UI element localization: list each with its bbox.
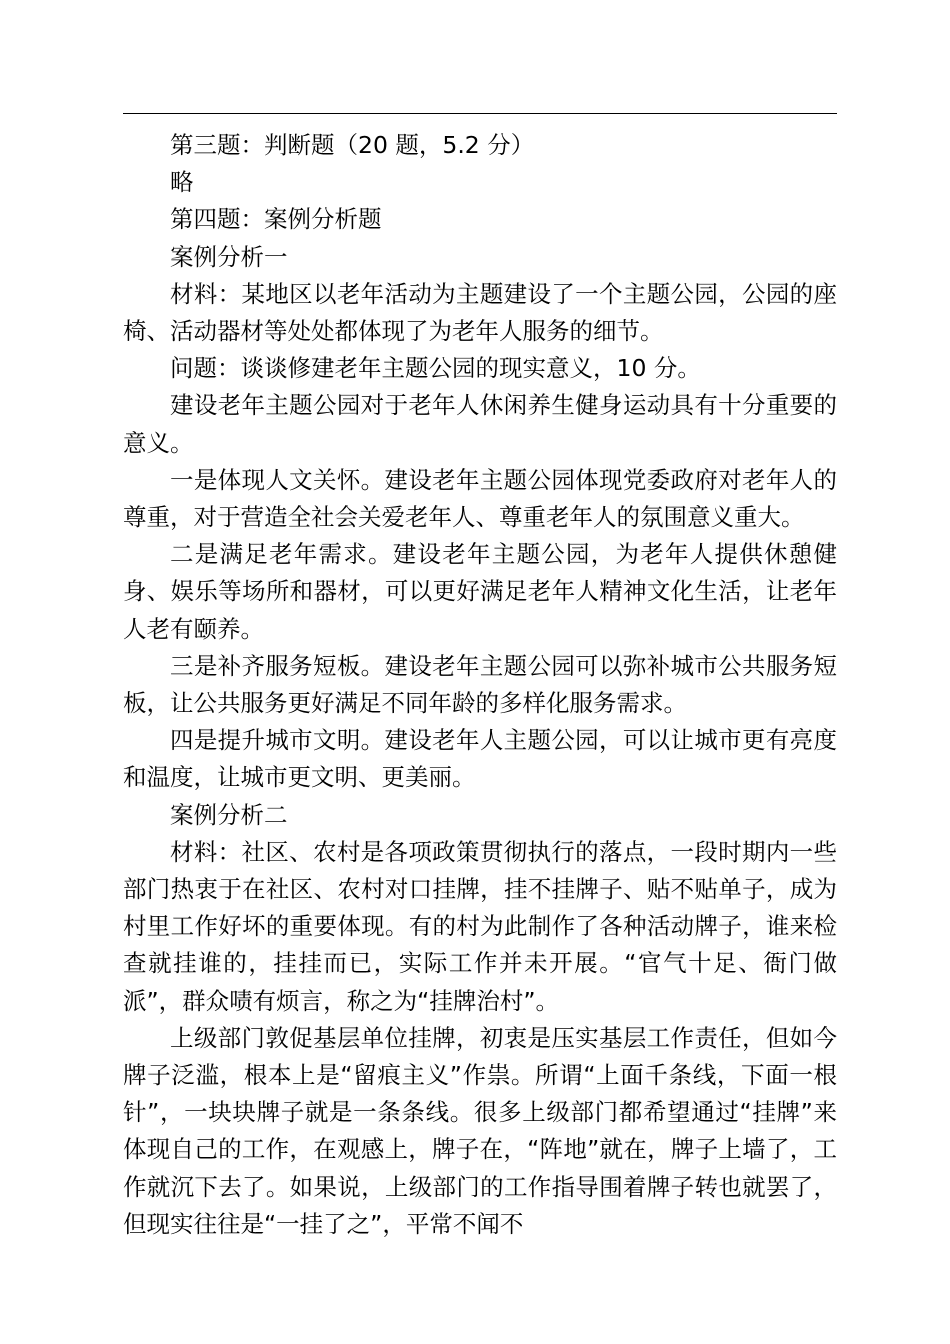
case-two-material: 材料：社区、农村是各项政策贯彻执行的落点，一段时期内一些部门热衷于在社区、农村对口挂牌，挂不挂牌子、贴不贴单子，成为村里工作好坏的重要体现。有的村为此制作了各种活动牌子，谁来检查就挂谁的，挂挂而已，实际工作并未开展。“官气十足、衙门做派”，群众啧有烦言，称之为“挂牌治村”。 <box>123 837 837 1015</box>
case-one-point-4: 四是提升城市文明。建设老年人主题公园，可以让城市更有亮度和温度，让城市更文明、更美丽。 <box>123 726 837 792</box>
section-heading-case-analysis: 第四题：案例分析题 <box>170 205 382 234</box>
document-body <box>123 127 837 1243</box>
omitted-note: 略 <box>170 168 194 197</box>
case-one-question: 问题：谈谈修建老年主题公园的现实意义，10 分。 <box>170 354 701 383</box>
case-one-point-2: 二是满足老年需求。建设老年主题公园，为老年人提供休憩健身、娱乐等场所和器材，可以更好满足老年人精神文化生活，让老年人老有颐养。 <box>123 540 837 643</box>
case-one-material: 材料：某地区以老年活动为主题建设了一个主题公园，公园的座椅、活动器材等处处都体现了为老年人服务的细节。 <box>123 279 837 346</box>
case-two-material-continued: 上级部门敦促基层单位挂牌，初衷是压实基层工作责任，但如今牌子泛滥，根本上是“留痕主义”作祟。所谓“上面千条线，下面一根针”，一块块牌子就是一条条线。很多上级部门都希望通过“挂牌”来体现自己的工作，在观感上，牌子在，“阵地”就在，牌子上墙了，工作就沉下去了。如果说，上级部门的工作指导围着牌子转也就罢了，但现实往往是“一挂了之”，平常不闻不 <box>123 1023 837 1238</box>
header-rule <box>123 113 837 114</box>
case-one-point-1: 一是体现人文关怀。建设老年主题公园体现党委政府对老年人的尊重，对于营造全社会关爱老年人、尊重老年人的氛围意义重大。 <box>123 465 837 532</box>
case-two-heading: 案例分析二 <box>170 800 288 829</box>
case-one-answer-intro: 建设老年主题公园对于老年人休闲养生健身运动具有十分重要的意义。 <box>123 391 837 457</box>
case-one-point-3: 三是补齐服务短板。建设老年主题公园可以弥补城市公共服务短板，让公共服务更好满足不同年龄的多样化服务需求。 <box>123 651 837 718</box>
section-heading-judgment: 第三题：判断题（20 题，5.2 分） <box>170 131 535 159</box>
case-one-heading: 案例分析一 <box>170 242 288 271</box>
